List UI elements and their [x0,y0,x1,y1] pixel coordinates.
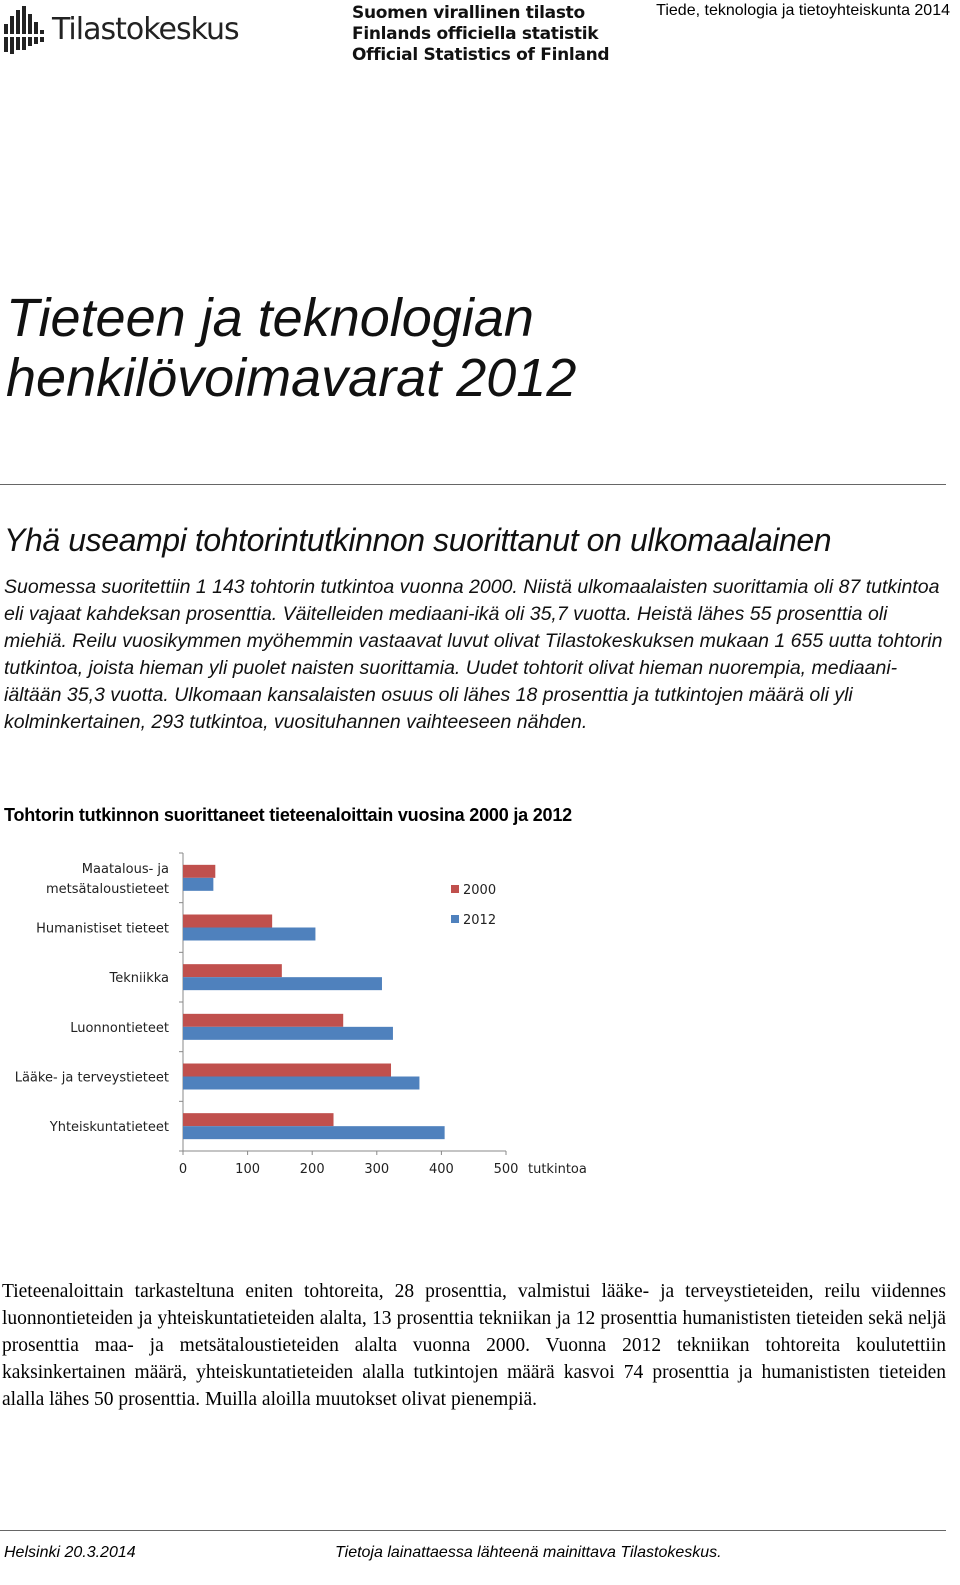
page-title [6,288,576,408]
page-title-line-1: Tieteen ja teknologian [6,288,534,348]
x-tick-label: 400 [428,1162,454,1177]
category-label: Humanistiset tieteet [36,921,169,937]
x-tick-label: 100 [235,1162,261,1177]
logo-text: Tilastokeskus [52,12,239,47]
x-tick-label: 300 [364,1162,390,1177]
page-title-line-2: henkilövoimavarat 2012 [6,348,577,408]
bar-2012-4 [183,1027,393,1040]
x-tick-label: 500 [493,1162,519,1177]
official-line-fi: Suomen virallinen tilasto [352,3,585,23]
bar-2012-3 [183,977,382,990]
legend-label-2000: 2000 [463,883,497,898]
body-paragraph: Tieteenaloittain tarkasteltuna eniten tohtoreita, 28 prosenttia, valmistui lääke- ja terveystieteiden, reilu viidennes luonnontieteiden ja yhteiskuntatieteiden alalta, 13 prosenttia tekniikan ja 12 prosenttia humanististen tieteiden sekä neljä prosenttia maa- ja metsätaloustieteiden alalta vuonna 2000. Vuonna 2012 tekniikan tohtoreita koulutettiin kaksinkertainen määrä, yhteiskuntatieteiden alalla tutkintojen määrä kasvoi 74 prosenttia ja humanististen tieteiden alalla lähes 50 prosenttia. Muilla aloilla muutokset olivat pienempiä. [2,1281,946,1410]
bar-2012-6 [183,1126,445,1139]
footer-date: Helsinki 20.3.2014 [4,1544,136,1561]
article-subtitle: Yhä useampi tohtorintutkinnon suorittanut on ulkomaalainen [4,522,832,558]
category-label: Maatalous- ja [81,861,169,877]
category-label: Yhteiskuntatieteet [49,1120,169,1136]
bar-2000-3 [183,964,282,977]
footer-divider [0,1530,946,1531]
category-label: Tekniikka [109,971,169,987]
footer-citation-note: Tietoja lainattaessa lähteenä mainittava Tilastokeskus. [335,1544,722,1561]
category-label: Luonnontieteet [70,1020,169,1036]
bar-2000-5 [183,1064,391,1077]
bar-2000-1 [183,865,215,878]
title-divider [0,484,946,485]
category-label: Lääke- ja terveystieteet [14,1070,169,1086]
x-tick-label: 0 [178,1162,188,1177]
bar-chart [0,845,620,1185]
legend-swatch-2012 [451,915,459,923]
category-label: metsätaloustieteet [45,881,169,897]
official-line-en: Official Statistics of Finland [352,45,610,65]
bar-2000-4 [183,1014,343,1027]
lead-paragraph: Suomessa suoritettiin 1 143 tohtorin tutkintoa vuonna 2000. Niistä ulkomaalaisten suorittamia oli 87 tutkintoa eli vajaat kahdeksan prosenttia. Väitelleiden mediaani-ikä oli 35,7 vuotta. Heistä lähes 55 prosenttia oli miehiä. Reilu vuosikymmen myöhemmin vastaavat luvut olivat Tilastokeskuksen mukaan 1 655 uutta tohtorin tutkintoa, joista hieman yli puolet naisten suorittamia. Uudet tohtorit olivat hieman nuorempia, mediaani-iältään 35,3 vuotta. Ulkomaan kansalaisten osuus oli lähes 18 prosenttia ja tutkintojen määrä oli yli kolminkertainen, 293 tutkintoa, vuosituhannen vaihteeseen nähden. [4,576,943,733]
tilastokeskus-logo [2,4,242,56]
official-statistics-label [352,3,609,66]
bar-2012-2 [183,928,315,941]
bar-2000-2 [183,915,272,928]
logo-mark-icon [2,4,48,56]
x-tick-label: 200 [299,1162,325,1177]
bar-2000-6 [183,1113,334,1126]
legend-label-2012: 2012 [463,913,497,928]
x-axis-label: tutkintoa [528,1162,587,1177]
bar-2012-1 [183,878,213,891]
series-name: Tiede, teknologia ja tietoyhteiskunta 2014 [656,2,950,19]
legend-swatch-2000 [451,885,459,893]
bar-2012-5 [183,1077,419,1090]
official-line-sv: Finlands officiella statistik [352,24,599,44]
chart-title: Tohtorin tutkinnon suorittaneet tieteenaloittain vuosina 2000 ja 2012 [4,805,572,825]
